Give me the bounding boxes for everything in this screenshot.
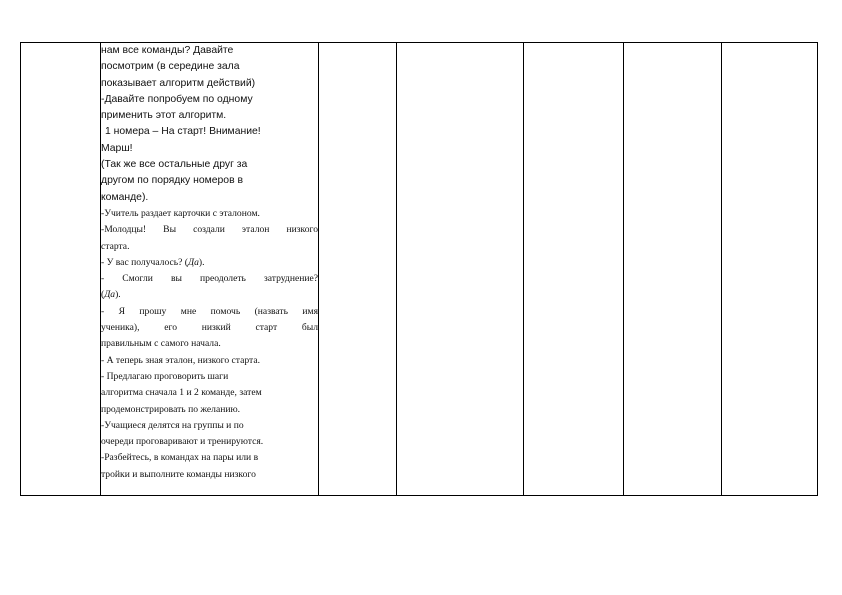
text-line: другом по порядку номеров в (101, 175, 244, 187)
text-line: Марш! (101, 142, 133, 154)
table-row (21, 43, 818, 496)
text-line: -Молодцы! Вы создали эталон низкого (101, 224, 318, 236)
text-segment: ( (101, 289, 105, 301)
text-line: -Разбейтесь, в командах на пары или в (101, 452, 259, 464)
text-line: применить этот алгоритм. (101, 110, 227, 122)
text-line: команде). (101, 191, 149, 203)
text-line: - Я прошу мне помочь (назвать имя (101, 305, 318, 317)
text-line (101, 255, 318, 271)
text-line: алгоритма сначала 1 и 2 команде, затем (101, 387, 262, 399)
text-line: правильным с самого начала. (101, 338, 221, 350)
text-line: (Так же все остальные друг за (101, 159, 248, 171)
table-cell-empty (524, 43, 624, 496)
table-cell-teacher-activity (101, 43, 319, 496)
text-line: - Смогли вы преодолеть затруднение? (101, 273, 318, 285)
text-line: продемонстрировать по желанию. (101, 403, 241, 415)
text-segment: ). (115, 289, 121, 301)
table-cell-empty (722, 43, 818, 496)
text-line: показывает алгоритм действий) (101, 77, 256, 89)
lesson-plan-table (20, 42, 818, 496)
answer-yes: Да (104, 289, 116, 301)
text-line: старта. (101, 240, 130, 252)
text-line: посмотрим (в середине зала (101, 61, 240, 73)
table-cell-stage (21, 43, 101, 496)
text-line (101, 287, 318, 303)
text-line: -Давайте попробуем по одному (101, 93, 253, 105)
text-line: - Предлагаю проговорить шаги (101, 370, 229, 382)
table-cell-empty (319, 43, 397, 496)
text-line: -Учащиеся делятся на группы и по (101, 419, 244, 431)
text-line: тройки и выполните команды низкого (101, 468, 256, 480)
text-line: нам все команды? Давайте (101, 45, 234, 56)
text-segment: ). (198, 256, 205, 268)
text-line: - А теперь зная эталон, низкого старта. (101, 354, 260, 366)
text-line: 1 номера – На старт! Внимание! (105, 126, 261, 138)
answer-yes: Да (187, 256, 199, 268)
text-line: очереди проговаривают и тренируются. (101, 436, 264, 448)
dialogue-block (101, 206, 318, 483)
table-cell-empty (624, 43, 722, 496)
instruction-block (101, 43, 318, 206)
text-line: ученика), его низкий старт был (101, 322, 318, 334)
table-cell-empty (397, 43, 524, 496)
text-segment: - У вас получалось? ( (101, 256, 188, 268)
text-line: -Учитель раздает карточки с эталоном. (101, 207, 260, 219)
